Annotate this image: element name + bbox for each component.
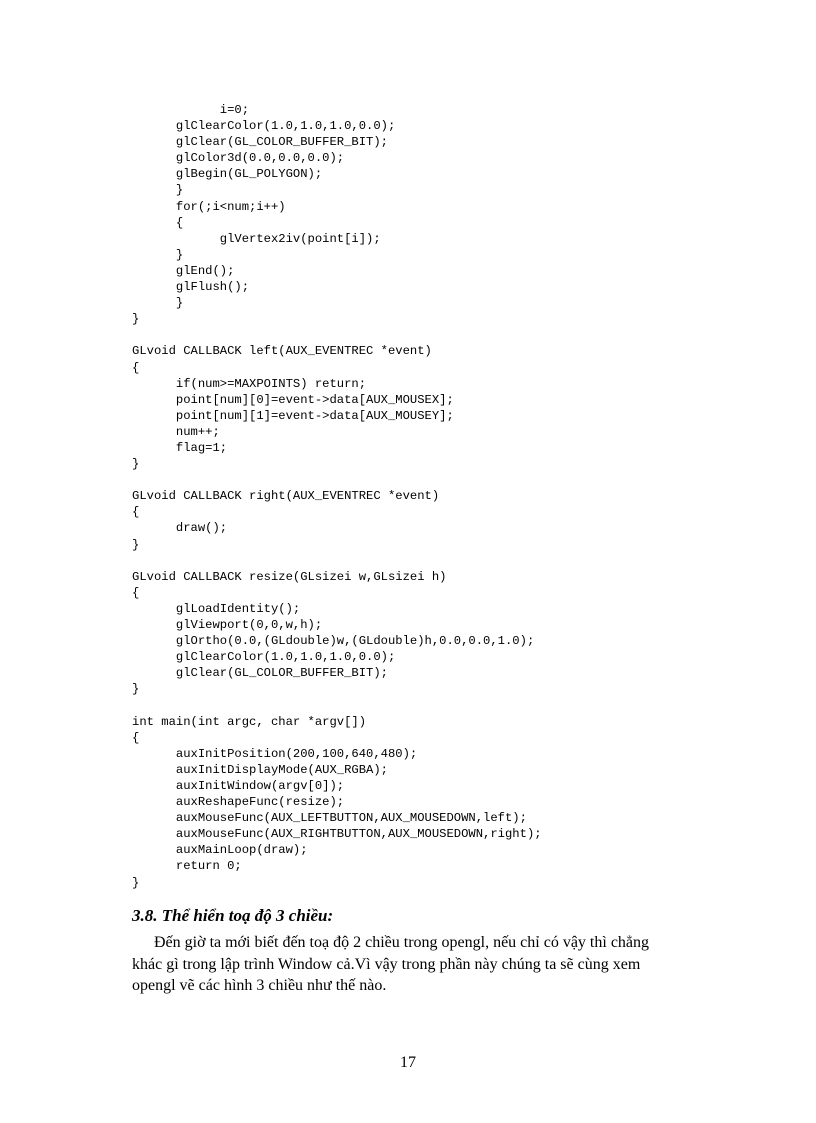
code-line: glClear(GL_COLOR_BUFFER_BIT); xyxy=(132,135,388,150)
code-line: } xyxy=(132,875,140,890)
code-line: } xyxy=(132,183,184,198)
code-line: auxMainLoop(draw); xyxy=(132,843,308,858)
code-line: { xyxy=(132,360,140,375)
code-line: return 0; xyxy=(132,859,242,874)
code-line: auxMouseFunc(AUX_LEFTBUTTON,AUX_MOUSEDOWN,left); xyxy=(132,811,527,826)
code-line: glFlush(); xyxy=(132,280,250,295)
code-line: num++; xyxy=(132,424,220,439)
paragraph-line: opengl vẽ các hình 3 chiều như thế nào. xyxy=(132,977,387,994)
code-line: glClearColor(1.0,1.0,1.0,0.0); xyxy=(132,119,396,134)
code-line: glClearColor(1.0,1.0,1.0,0.0); xyxy=(132,650,396,665)
code-line: flag=1; xyxy=(132,440,228,455)
code-line: glColor3d(0.0,0.0,0.0); xyxy=(132,151,345,166)
code-line: GLvoid CALLBACK right(AUX_EVENTREC *event) xyxy=(132,489,440,504)
code-line: } xyxy=(132,682,140,697)
code-line: { xyxy=(132,730,140,745)
code-line: for(;i<num;i++) xyxy=(132,199,286,214)
code-line: glOrtho(0.0,(GLdouble)w,(GLdouble)h,0.0,0.0,1.0); xyxy=(132,634,535,649)
code-line: } xyxy=(132,457,140,472)
code-line xyxy=(132,553,542,569)
code-line: point[num][0]=event->data[AUX_MOUSEX]; xyxy=(132,392,454,407)
code-line: glBegin(GL_POLYGON); xyxy=(132,167,323,182)
code-line: glViewport(0,0,w,h); xyxy=(132,618,323,632)
code-line: i=0; xyxy=(132,103,250,117)
code-line: } xyxy=(132,296,184,311)
code-line: GLvoid CALLBACK left(AUX_EVENTREC *event) xyxy=(132,344,432,359)
paragraph-line: Đến giờ ta mới biết đến toạ độ 2 chiều trong opengl, nếu chỉ có vậy thì chẳng xyxy=(154,934,650,951)
section-heading: 3.8. Thể hiển toạ độ 3 chiều: xyxy=(132,906,334,925)
code-line: { xyxy=(132,585,140,600)
code-line: point[num][1]=event->data[AUX_MOUSEY]; xyxy=(132,408,454,423)
code-line: glClear(GL_COLOR_BUFFER_BIT); xyxy=(132,666,388,681)
body-paragraph xyxy=(132,932,702,997)
code-line: auxMouseFunc(AUX_RIGHTBUTTON,AUX_MOUSEDOWN,right); xyxy=(132,827,542,842)
code-line: auxInitPosition(200,100,640,480); xyxy=(132,746,418,761)
code-line: } xyxy=(132,247,184,262)
code-line xyxy=(132,472,542,488)
code-line: int main(int argc, char *argv[]) xyxy=(132,714,367,729)
code-line: glLoadIdentity(); xyxy=(132,601,301,616)
code-line: draw(); xyxy=(132,521,228,536)
code-line xyxy=(132,327,542,343)
code-listing xyxy=(132,102,542,891)
code-line: glVertex2iv(point[i]); xyxy=(132,231,381,246)
code-line: auxReshapeFunc(resize); xyxy=(132,795,345,810)
code-line: glEnd(); xyxy=(132,263,235,278)
code-line: } xyxy=(132,312,140,327)
code-line: auxInitDisplayMode(AUX_RGBA); xyxy=(132,762,388,777)
code-line: { xyxy=(132,505,140,520)
code-line: { xyxy=(132,215,184,230)
code-line: auxInitWindow(argv[0]); xyxy=(132,778,345,793)
code-line: if(num>=MAXPOINTS) return; xyxy=(132,376,367,391)
page-number: 17 xyxy=(400,1054,416,1071)
paragraph-line: khác gì trong lập trình Window cả.Vì vậy trong phần này chúng ta sẽ cùng xem xyxy=(132,955,641,973)
code-line: GLvoid CALLBACK resize(GLsizei w,GLsizei h) xyxy=(132,569,447,584)
code-line xyxy=(132,697,542,713)
code-line: } xyxy=(132,537,140,552)
